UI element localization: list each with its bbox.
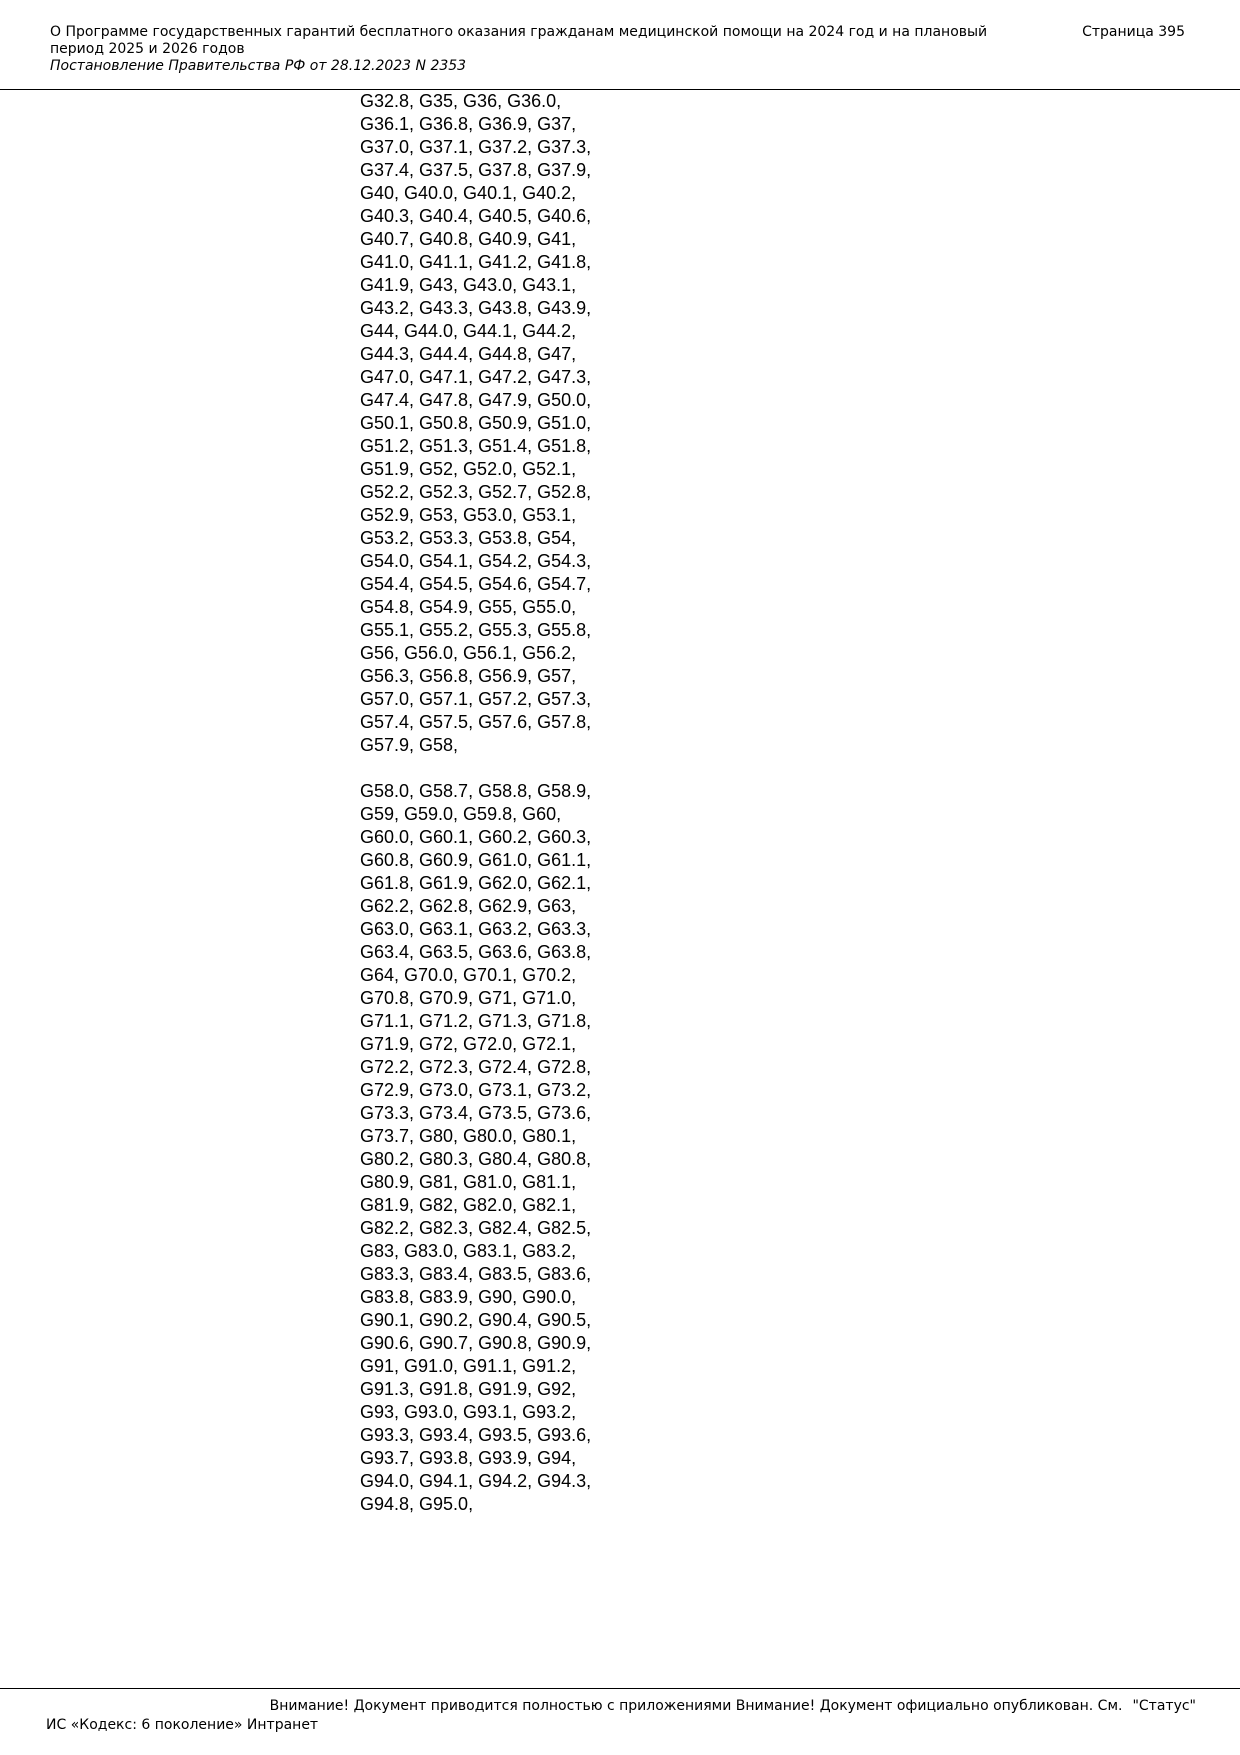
code-line: G80.9, G81, G81.0, G81.1, [360,1172,577,1192]
code-line: G32.8, G35, G36, G36.0, [360,91,562,111]
code-line: G80.2, G80.3, G80.4, G80.8, [360,1149,592,1169]
code-line: G57.9, G58, [360,735,459,755]
footer-divider [0,1688,1240,1689]
code-line: G64, G70.0, G70.1, G70.2, [360,965,577,985]
document-title-line-2: период 2025 и 2026 годов [50,41,245,57]
code-line: G73.7, G80, G80.0, G80.1, [360,1126,577,1146]
code-line: G54.4, G54.5, G54.6, G54.7, [360,574,592,594]
document-subtitle: Постановление Правительства РФ от 28.12.2023 N 2353 [50,58,467,74]
code-line: G47.4, G47.8, G47.9, G50.0, [360,390,592,410]
code-line: G56.3, G56.8, G56.9, G57, [360,666,577,686]
code-line: G47.0, G47.1, G47.2, G47.3, [360,367,592,387]
code-line: G90.6, G90.7, G90.8, G90.9, [360,1333,592,1353]
code-line: G40.3, G40.4, G40.5, G40.6, [360,206,592,226]
code-line: G60.8, G60.9, G61.0, G61.1, [360,850,592,870]
code-line: G54.8, G54.9, G55, G55.0, [360,597,577,617]
code-line: G37.0, G37.1, G37.2, G37.3, [360,137,592,157]
code-line: G83.8, G83.9, G90, G90.0, [360,1287,577,1307]
code-line: G93.3, G93.4, G93.5, G93.6, [360,1425,592,1445]
code-line: G41.9, G43, G43.0, G43.1, [360,275,577,295]
footer-source: ИС «Кодекс: 6 поколение» Интранет [46,1717,319,1733]
status-link[interactable]: "Статус" [1132,1698,1196,1714]
code-line: G51.2, G51.3, G51.4, G51.8, [360,436,592,456]
code-line: G44.3, G44.4, G44.8, G47, [360,344,577,364]
code-line: G57.0, G57.1, G57.2, G57.3, [360,689,592,709]
document-title-line-1: О Программе государственных гарантий бесплатного оказания гражданам медицинской помощи на 2024 год и на плановый [50,24,988,40]
code-line: G40.7, G40.8, G40.9, G41, [360,229,577,249]
code-line: G36.1, G36.8, G36.9, G37, [360,114,577,134]
footer-notice-line [46,1697,1196,1716]
document-title [50,24,1030,58]
code-line: G81.9, G82, G82.0, G82.1, [360,1195,577,1215]
code-line: G72.9, G73.0, G73.1, G73.2, [360,1080,592,1100]
code-line: G93, G93.0, G93.1, G93.2, [360,1402,577,1422]
code-line: G94.0, G94.1, G94.2, G94.3, [360,1471,592,1491]
code-line: G91, G91.0, G91.1, G91.2, [360,1356,577,1376]
code-line: G59, G59.0, G59.8, G60, [360,804,562,824]
code-line: G51.9, G52, G52.0, G52.1, [360,459,577,479]
code-line: G56, G56.0, G56.1, G56.2, [360,643,577,663]
footer-notice: Внимание! Документ приводится полностью с приложениями Внимание! Документ официально опубликован. См. [269,1698,1123,1714]
code-line: G53.2, G53.3, G53.8, G54, [360,528,577,548]
code-line: G58.0, G58.7, G58.8, G58.9, [360,781,592,801]
code-line: G72.2, G72.3, G72.4, G72.8, [360,1057,592,1077]
code-line: G54.0, G54.1, G54.2, G54.3, [360,551,592,571]
code-line: G90.1, G90.2, G90.4, G90.5, [360,1310,592,1330]
code-line: G37.4, G37.5, G37.8, G37.9, [360,160,592,180]
code-line: G62.2, G62.8, G62.9, G63, [360,896,577,916]
code-line: G52.2, G52.3, G52.7, G52.8, [360,482,592,502]
code-line: G41.0, G41.1, G41.2, G41.8, [360,252,592,272]
page-number: Страница 395 [1082,24,1185,40]
code-line: G55.1, G55.2, G55.3, G55.8, [360,620,592,640]
code-line: G83.3, G83.4, G83.5, G83.6, [360,1264,592,1284]
code-line: G44, G44.0, G44.1, G44.2, [360,321,577,341]
header-title-row [50,24,1185,58]
code-line: G43.2, G43.3, G43.8, G43.9, [360,298,592,318]
code-line: G83, G83.0, G83.1, G83.2, [360,1241,577,1261]
code-line: G94.8, G95.0, [360,1494,474,1514]
code-line: G70.8, G70.9, G71, G71.0, [360,988,577,1008]
code-line: G63.0, G63.1, G63.2, G63.3, [360,919,592,939]
code-line: G73.3, G73.4, G73.5, G73.6, [360,1103,592,1123]
code-line: G91.3, G91.8, G91.9, G92, [360,1379,577,1399]
code-line: G60.0, G60.1, G60.2, G60.3, [360,827,592,847]
blank-line [360,757,630,780]
code-line: G71.9, G72, G72.0, G72.1, [360,1034,577,1054]
code-line: G71.1, G71.2, G71.3, G71.8, [360,1011,592,1031]
page-header [50,24,1185,75]
page-footer [46,1697,1196,1735]
diagnosis-code-list [360,90,630,1516]
code-line: G82.2, G82.3, G82.4, G82.5, [360,1218,592,1238]
code-line: G50.1, G50.8, G50.9, G51.0, [360,413,592,433]
code-line: G61.8, G61.9, G62.0, G62.1, [360,873,592,893]
code-line: G52.9, G53, G53.0, G53.1, [360,505,577,525]
code-line: G57.4, G57.5, G57.6, G57.8, [360,712,592,732]
code-line: G63.4, G63.5, G63.6, G63.8, [360,942,592,962]
code-line: G93.7, G93.8, G93.9, G94, [360,1448,577,1468]
code-line: G40, G40.0, G40.1, G40.2, [360,183,577,203]
